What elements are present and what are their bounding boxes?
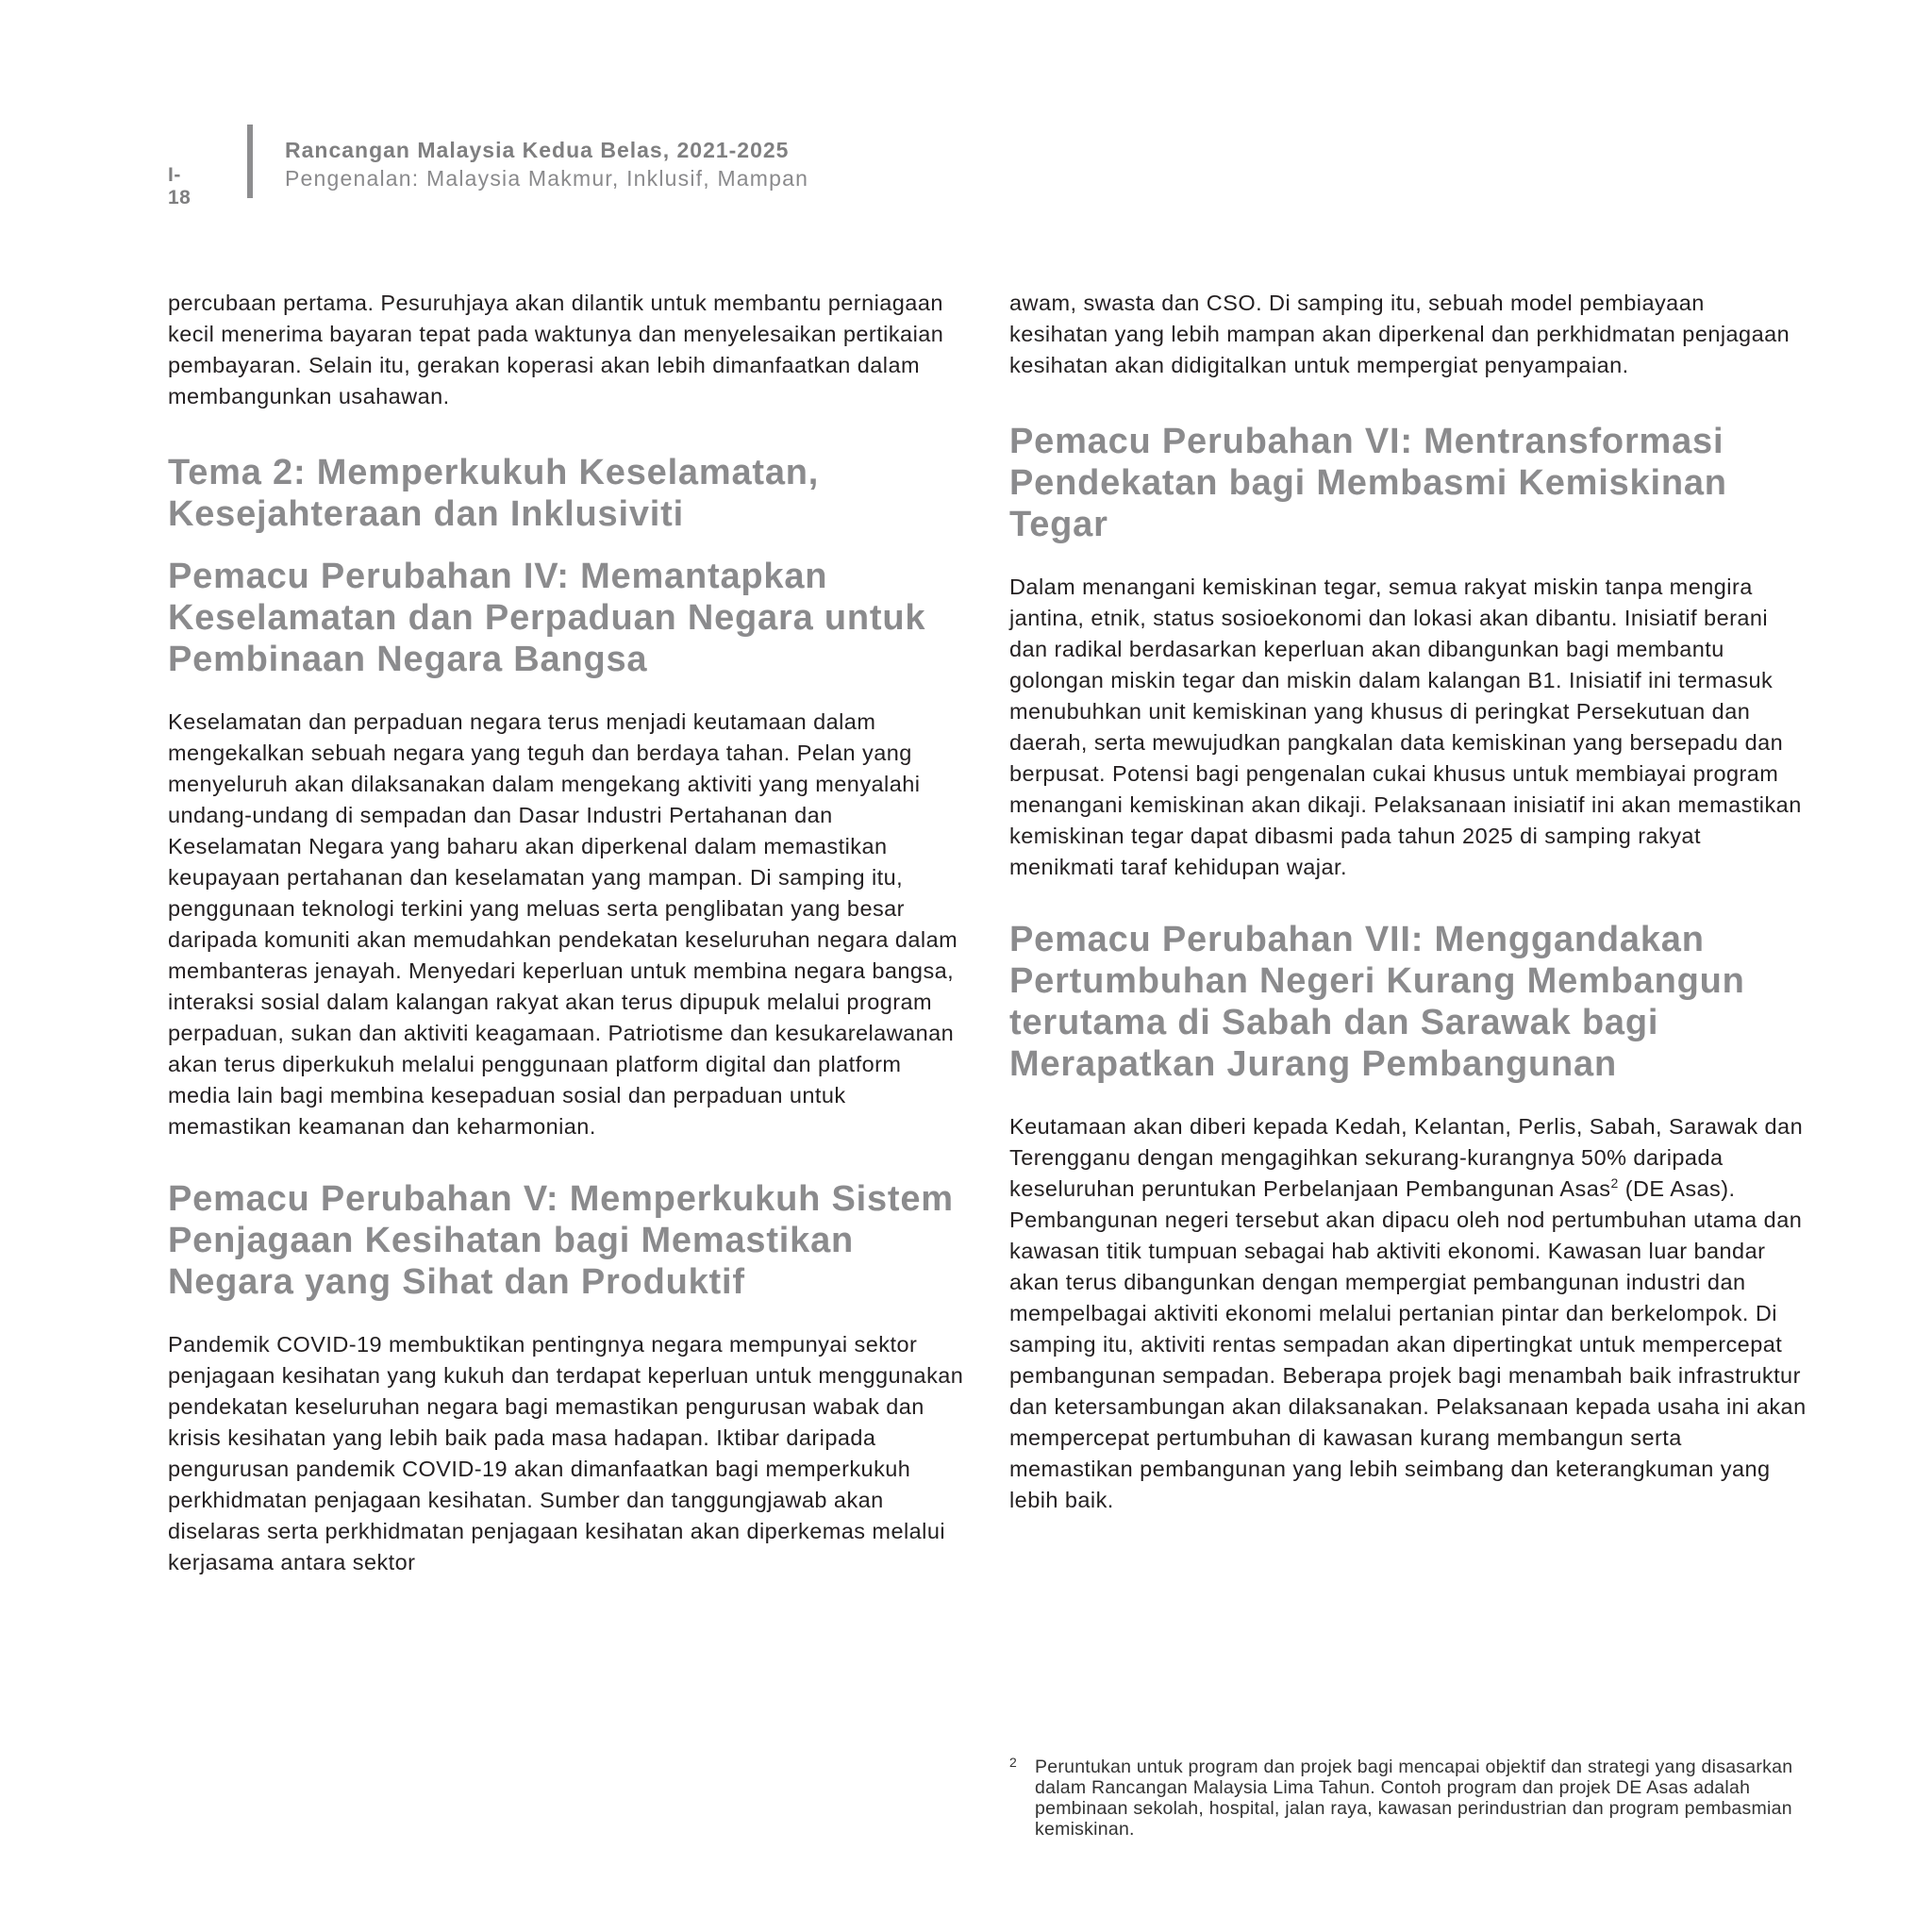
document-title: Rancangan Malaysia Kedua Belas, 2021-2025 bbox=[285, 138, 790, 162]
driver-v-paragraph: Pandemik COVID-19 membuktikan pentingnya negara mempunyai sektor penjagaan kesihatan yang kukuh dan terdapat keperluan untuk menggunakan pendekatan keseluruhan negara bagi memastikan pengurusan wabak dan krisis kesihatan yang lebih baik pada masa hadapan. Iktibar daripada pengurusan pandemik COVID-19 akan dimanfaatkan bagi memperkukuh perkhidmatan penjagaan kesihatan. Sumber dan tanggungjawab akan diselaras serta perkhidmatan penjagaan kesihatan akan diperkemas melalui kerjasama antara sektor bbox=[168, 1332, 964, 1574]
driver-vi-heading: Pemacu Perubahan VI: Mentransformasi Pendekatan bagi Membasmi Kemiskinan Tegar bbox=[1009, 422, 1727, 544]
driver-vii-text-after-note: (DE Asas). Pembangunan negeri tersebut akan dipacu oleh nod pertumbuhan utama dan kawasan titik tumpuan sebagai hab aktiviti ekonomi. Kawasan luar bandar akan terus dibangunkan dengan mempergiat pembangunan industri dan mempelbagai aktiviti ekonomi melalui pertanian pintar dan berkelompok. Di samping itu, aktiviti rentas sempadan akan dipertingkat untuk mempercepat pembangunan sempadan. Beberapa projek bagi menambah baik infrastruktur dan ketersambungan akan dilaksanakan. Pelaksanaan kepada usaha ini akan mempercepat pertumbuhan di kawasan kurang membangun serta memastikan pembangunan yang lebih seimbang dan keterangkuman yang lebih baik. bbox=[1009, 1176, 1807, 1512]
left-column bbox=[168, 288, 970, 1578]
header-text bbox=[285, 136, 808, 192]
driver-iv-heading: Pemacu Perubahan IV: Memantapkan Keselamatan dan Perpaduan Negara untuk Pembinaan Negara Bangsa bbox=[168, 557, 926, 679]
driver-vii-heading: Pemacu Perubahan VII: Menggandakan Pertumbuhan Negeri Kurang Membangun terutama di Sabah dan Sarawak bagi Merapatkan Jurang Pembangunan bbox=[1009, 920, 1745, 1084]
theme-heading: Tema 2: Memperkukuh Keselamatan, Kesejahteraan dan Inklusiviti bbox=[168, 453, 820, 534]
footnote bbox=[1009, 1757, 1807, 1840]
footnote-reference: 2 bbox=[1610, 1175, 1619, 1191]
driver-v-heading: Pemacu Perubahan V: Memperkukuh Sistem Penjagaan Kesihatan bagi Memastikan Negara yang Sihat dan Produktif bbox=[168, 1179, 954, 1302]
continuation-paragraph: awam, swasta dan CSO. Di samping itu, sebuah model pembiayaan kesihatan yang lebih mampan akan diperkenal dan perkhidmatan penjagaan kesihatan akan didigitalkan untuk mempergiat penyampaian. bbox=[1009, 291, 1790, 377]
driver-vii-text-before-note: Keutamaan akan diberi kepada Kedah, Kelantan, Perlis, Sabah, Sarawak dan Terengganu dengan mengagihkan sekurang-kurangnya 50% daripada keseluruhan peruntukan Perbelanjaan Pembangunan Asas bbox=[1009, 1114, 1804, 1201]
driver-iv-paragraph: Keselamatan dan perpaduan negara terus menjadi keutamaan dalam mengekalkan sebuah negara yang teguh dan berdaya tahan. Pelan yang menyeluruh akan dilaksanakan dalam mengekang aktiviti yang menyalahi undang-undang di sempadan dan Dasar Industri Pertahanan dan Keselamatan Negara yang baharu akan diperkenal dalam memastikan keupayaan pertahanan dan keselamatan yang mampan. Di samping itu, penggunaan teknologi terkini yang meluas serta penglibatan yang besar daripada komuniti akan memudahkan pendekatan keseluruhan negara dalam membanteras jenayah. Menyedari keperluan untuk membina negara bangsa, interaksi sosial dalam kalangan rakyat akan terus dipupuk melalui program perpaduan, sukan dan aktiviti keagamaan. Patriotisme dan kesukarelawanan akan terus diperkukuh melalui penggunaan platform digital dan platform media lain bagi membina kesepaduan sosial dan perpaduan untuk memastikan keamanan dan keharmonian. bbox=[168, 709, 958, 1139]
footnote-text: Peruntukan untuk program dan projek bagi mencapai objektif dan strategi yang disasarkan dalam Rancangan Malaysia Lima Tahun. Contoh program dan projek DE Asas adalah pembinaan sekolah, hospital, jalan raya, kawasan perindustrian dan program pembasmian kemiskinan. bbox=[1035, 1757, 1793, 1840]
driver-vii-paragraph bbox=[1009, 1111, 1807, 1516]
driver-vi-paragraph: Dalam menangani kemiskinan tegar, semua rakyat miskin tanpa mengira jantina, etnik, status sosioekonomi dan lokasi akan dibantu. Inisiatif berani dan radikal berdasarkan keperluan akan dibangunkan bagi membantu golongan miskin tegar dan miskin dalam kalangan B1. Inisiatif ini termasuk menubuhkan unit kemiskinan yang khusus di peringkat Persekutuan dan daerah, serta mewujudkan pangkalan data kemiskinan yang bersepadu dan berpusat. Potensi bagi pengenalan cukai khusus untuk membiayai program menangani kemiskinan akan dikaji. Pelaksanaan inisiatif ini akan memastikan kemiskinan tegar dapat dibasmi pada tahun 2025 di samping rakyat menikmati taraf kehidupan wajar. bbox=[1009, 575, 1802, 879]
footnote-marker: 2 bbox=[1009, 1755, 1017, 1770]
page-number: I-18 bbox=[168, 164, 192, 208]
right-column bbox=[1009, 288, 1807, 1516]
header-divider bbox=[247, 125, 253, 198]
intro-paragraph: percubaan pertama. Pesuruhjaya akan dilantik untuk membantu perniagaan kecil menerima bayaran tepat pada waktunya dan menyelesaikan pertikaian pembayaran. Selain itu, gerakan koperasi akan lebih dimanfaatkan dalam membangunkan usahawan. bbox=[168, 291, 944, 408]
document-subtitle: Pengenalan: Malaysia Makmur, Inklusif, Mampan bbox=[285, 166, 809, 191]
